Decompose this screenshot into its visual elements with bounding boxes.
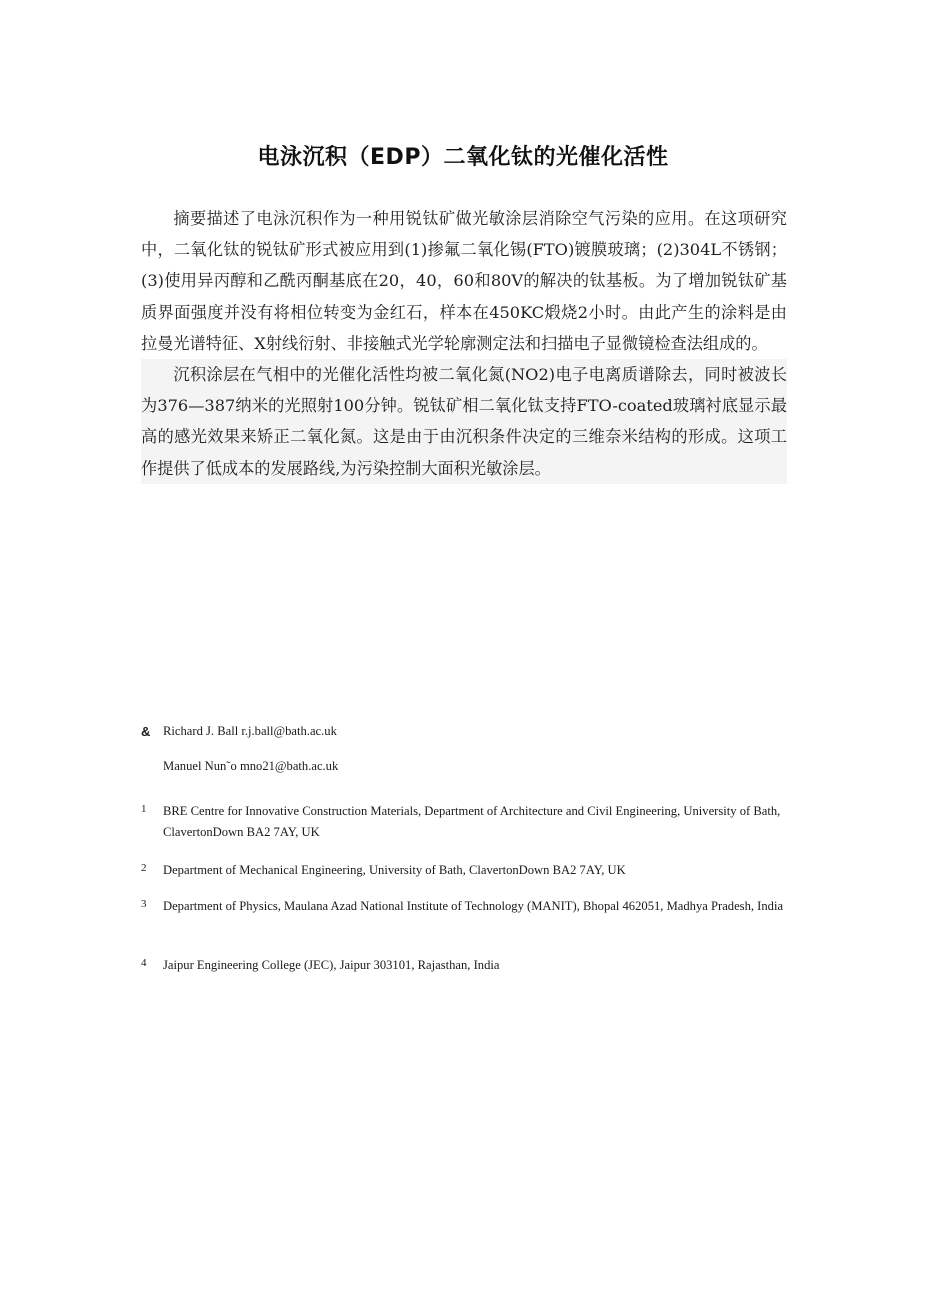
affiliation-2 [141, 860, 791, 881]
affiliation-text: Jaipur Engineering College (JEC), Jaipur 303101, Rajasthan, India [163, 958, 500, 972]
abstract-paragraph-1: 摘要描述了电泳沉积作为一种用锐钛矿做光敏涂层消除空气污染的应用。在这项研究中，二氧化钛的锐钛矿形式被应用到(1)掺氟二氧化锡(FTO)镀膜玻璃；(2)304L不锈钢；(3)使用异丙醇和乙酰丙酮基底在20，40，60和80V的解决的钛基板。为了增加锐钛矿基质界面强度并没有将相位转变为金红石，样本在450KC煅烧2小时。由此产生的涂料是由拉曼光谱特征、X射线衍射、非接触式光学轮廓测定法和扫描电子显微镜检查法组成的。 [141, 209, 787, 353]
author-line-2 [141, 756, 791, 777]
affiliation-text: Department of Physics, Maulana Azad National Institute of Technology (MANIT), Bhopal 462051, Madhya Pradesh, India [163, 899, 784, 913]
author-line-1 [141, 721, 791, 742]
author-name-email: Richard J. Ball r.j.ball@bath.ac.uk [163, 724, 337, 738]
abstract-paragraph-2: 沉积涂层在气相中的光催化活性均被二氧化氮(NO2)电子电离质谱除去，同时被波长为376—387纳米的光照射100分钟。锐钛矿相二氧化钛支持FTO-coated玻璃衬底显示最高的感光效果来矫正二氧化氮。这是由于由沉积条件决定的三维奈米结构的形成。这项工作提供了低成本的发展路线,为污染控制大面积光敏涂层。 [141, 359, 787, 484]
author-name-email: Manuel Nun˜o mno21@bath.ac.uk [163, 759, 339, 773]
affiliation-mark: 2 [141, 862, 147, 874]
author-symbol: & [141, 724, 151, 739]
affiliation-3 [141, 896, 791, 917]
affiliation-text: Department of Mechanical Engineering, University of Bath, ClavertonDown BA2 7AY, UK [163, 863, 626, 877]
affiliation-mark: 4 [141, 957, 147, 969]
abstract [141, 203, 787, 484]
affiliation-text: BRE Centre for Innovative Construction Materials, Department of Architecture and Civil Engineering, University of Bath, ClavertonDown BA2 7AY, UK [163, 804, 781, 839]
affiliation-mark: 3 [141, 898, 147, 910]
document-title: 电泳沉积（EDP）二氧化钛的光催化活性 [257, 145, 669, 170]
affiliation-mark: 1 [141, 803, 147, 815]
affiliation-4 [141, 955, 791, 976]
affiliation-1 [141, 801, 791, 843]
